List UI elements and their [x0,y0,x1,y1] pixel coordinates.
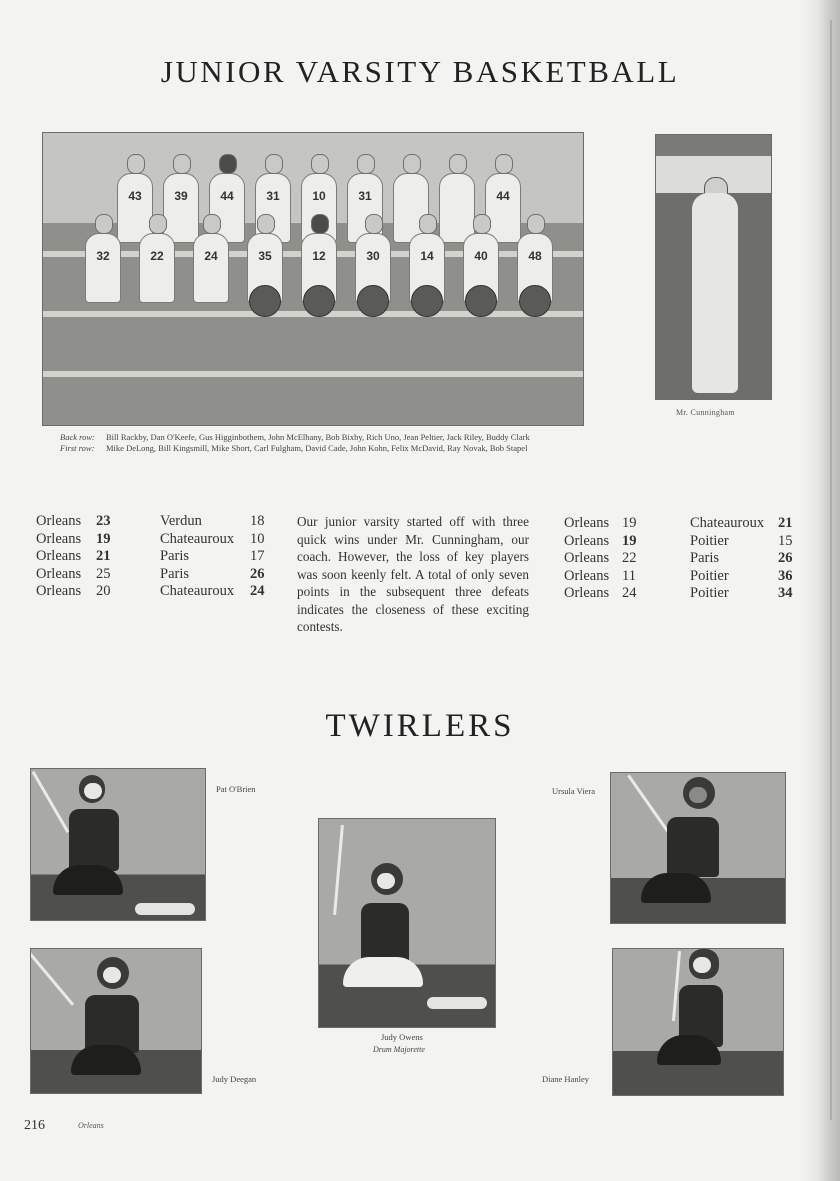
score: 21 [96,548,111,564]
jersey-number: 48 [528,249,542,263]
basketball [411,285,443,317]
opponent-score: 17 [250,548,265,564]
opponent: Paris [160,548,189,564]
twirler-leg [135,903,195,915]
twirler-face [693,957,711,973]
photo-judy-owens [318,818,496,1028]
roster-first-row [60,444,580,453]
player-head [365,214,383,234]
caption-role-text: Drum Majorette [373,1045,425,1054]
caption-ursula-viera: Ursula Viera [552,786,595,796]
jersey-number: 22 [150,249,164,263]
opponent: Poitier [690,532,729,549]
twirler-leg [427,997,487,1009]
score-row [564,550,798,568]
opponent: Verdun [160,513,202,529]
opponent: Poitier [690,585,729,601]
team: Orleans [564,515,610,531]
score: 19 [96,530,111,547]
player-head [127,154,145,174]
player-jersey [193,233,229,303]
team-photo [42,132,584,426]
jersey-number: 44 [496,189,510,203]
jersey-number: 44 [220,189,234,203]
opponent-score: 10 [250,530,265,547]
player-head [449,154,467,174]
page-number: 216 [24,1118,45,1133]
spine-edge [830,20,832,1120]
jersey-number: 39 [174,189,188,203]
opponent: Chateauroux [160,530,235,547]
score: 11 [622,567,636,584]
player-head [95,214,113,234]
score-row [564,533,798,551]
score: 25 [96,565,111,582]
opponent: Chateauroux [690,515,765,531]
caption-diane-hanley: Diane Hanley [542,1074,589,1084]
jersey-number: 35 [258,249,272,263]
player-head [311,214,329,234]
coach-caption: Mr. Cunningham [676,408,735,417]
player-head [403,154,421,174]
player-head [419,214,437,234]
opponent-score: 24 [250,583,265,599]
photo-diane-hanley [612,948,784,1096]
jersey-number: 31 [266,189,280,203]
opponent: Poitier [690,567,729,584]
twirler-skirt [641,873,711,903]
page-spine-shadow [800,0,840,1181]
season-summary: Our junior varsity started off with three quick wins under Mr. Cunningham, our coach. However, the loss of key players was soon keenly felt. A total of only seven points in the subsequent three defeats indicates the closeness of these exciting contests. [297,514,529,634]
basketball [465,285,497,317]
opponent-score: 26 [250,565,265,582]
player-head [173,154,191,174]
player-head [219,154,237,174]
opponent-score: 36 [778,567,793,584]
score: 19 [622,515,637,531]
opponent: Chateauroux [160,583,235,599]
roster-back-row [60,433,580,442]
team: Orleans [564,550,610,566]
jersey-number: 24 [204,249,218,263]
player-head [357,154,375,174]
score: 23 [96,513,111,529]
opponent-score: 26 [778,550,793,566]
opponent: Paris [690,550,719,566]
caption-judy-owens: Judy Owens [381,1032,423,1042]
jersey-number: 43 [128,189,142,203]
team: Orleans [36,565,82,582]
twirler-skirt [343,957,423,987]
score-row [36,548,274,566]
player-jersey [439,173,475,243]
basketball [303,285,335,317]
twirler-skirt [53,865,123,895]
twirler-face [377,873,395,889]
team: Orleans [36,513,82,529]
scores-right [564,515,798,603]
jersey-number: 10 [312,189,326,203]
score-row [564,585,798,603]
player-jersey [139,233,175,303]
scores-left [36,513,274,601]
baton [30,950,74,1006]
team: Orleans [564,567,610,584]
score: 19 [622,532,637,549]
photo-judy-deegan [30,948,202,1094]
player-head [311,154,329,174]
twirler-skirt [71,1045,141,1075]
score-row [36,513,274,531]
team: Orleans [564,585,610,601]
opponent-score: 15 [778,532,793,549]
jersey-number: 14 [420,249,434,263]
twirler-vest [667,817,719,877]
player-head [203,214,221,234]
player-head [265,154,283,174]
roster-names: Mike DeLong, Bill Kingsmill, Mike Short, Carl Fulgham, David Cade, John Kohn, Felix McDavid, Ray Novak, Bob Stapel [106,443,528,453]
player-jersey [163,173,199,243]
photo-ursula-viera [610,772,786,924]
bleacher-step [43,371,583,377]
coach-figure [692,193,738,393]
score-row [564,568,798,586]
jersey-number: 30 [366,249,380,263]
score: 22 [622,550,637,566]
roster-label: First row: [60,443,95,453]
player-jersey [485,173,521,243]
player-head [257,214,275,234]
score: 24 [622,585,637,601]
jersey-number: 40 [474,249,488,263]
caption-judy-deegan: Judy Deegan [212,1074,257,1084]
coach-photo [655,134,772,400]
basketball [357,285,389,317]
opponent-score: 21 [778,515,793,531]
twirler-face [84,783,102,799]
caption-role [373,1044,425,1054]
team-roster [60,433,580,455]
section-title: TWIRLERS [325,708,515,744]
baton [333,825,344,915]
player-jersey [85,233,121,303]
team: Orleans [36,583,82,599]
team: Orleans [36,530,82,547]
score-row [564,515,798,533]
roster-names: Bill Rackby, Dan O'Keefe, Gus Higginbothem, John McElhany, Bob Bixby, Rich Uno, Jean Peltier, Jack Riley, Buddy Clark [106,432,530,442]
player-head [495,154,513,174]
page-title: JUNIOR VARSITY BASKETBALL [160,54,680,89]
baton [32,771,70,833]
player-head [527,214,545,234]
player-head [149,214,167,234]
section-name: Orleans [78,1121,104,1130]
basketball [249,285,281,317]
team: Orleans [36,548,82,564]
opponent-score: 34 [778,585,793,601]
twirler-face [103,967,121,983]
opponent: Paris [160,565,189,582]
team: Orleans [564,532,610,549]
jersey-number: 32 [96,249,110,263]
score: 20 [96,583,111,599]
score-row [36,531,274,549]
player-head [473,214,491,234]
player-jersey [117,173,153,243]
score-row [36,566,274,584]
roster-label: Back row: [60,432,95,442]
baton [627,774,670,833]
score-row [36,583,274,601]
caption-pat-obrien: Pat O'Brien [216,784,256,794]
opponent-score: 18 [250,513,265,529]
photo-pat-obrien [30,768,206,921]
twirler-vest [69,809,119,871]
basketball [519,285,551,317]
jersey-number: 31 [358,189,372,203]
jersey-number: 12 [312,249,326,263]
twirler-face [689,787,707,803]
